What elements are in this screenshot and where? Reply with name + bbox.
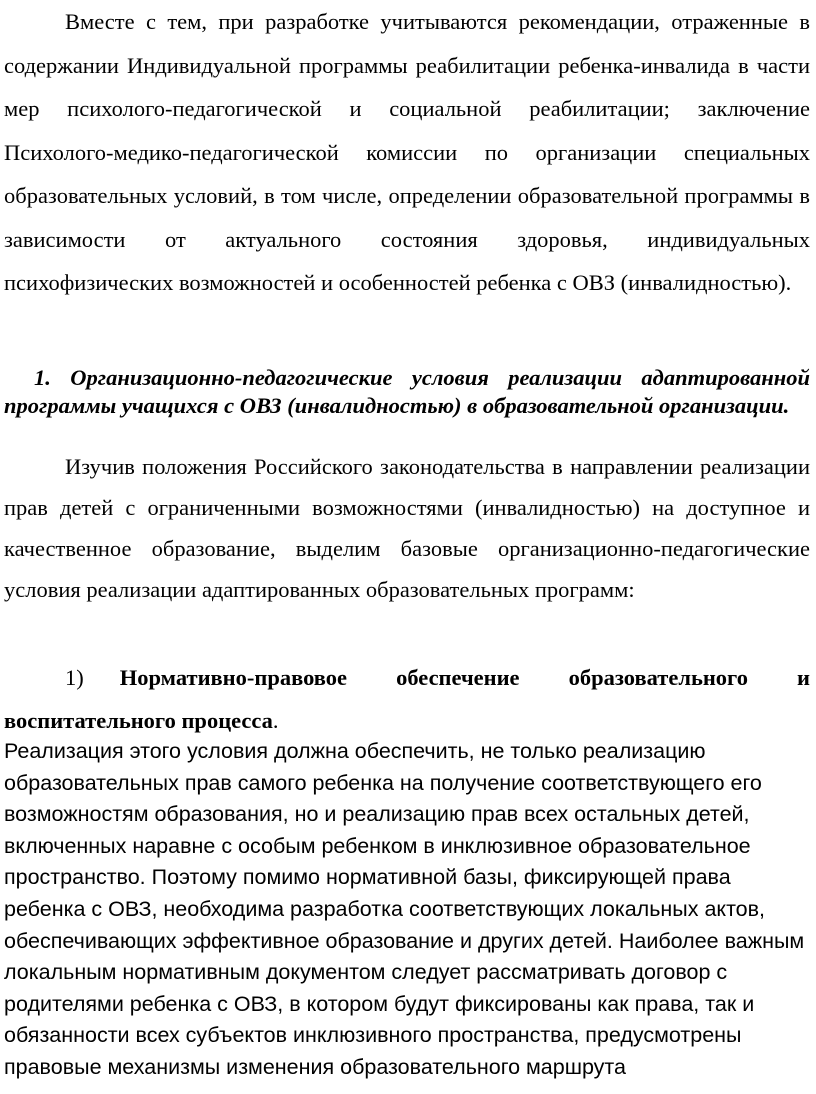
list-item-normative [4,656,810,742]
body-paragraph: Реализация этого условия должна обеспечить, не только реализацию образовательных прав самого ребенка на получение соответствующего его возможностям образования, но и реализацию прав всех остальных детей, включенных наравне с особым ребенком в инклюзивное образовательное пространство. Поэтому помимо нормативной базы, фиксирующей права ребенка с ОВЗ, необходима разработка соответствующих локальных актов, обеспечивающих эффективное образование и других детей. Наиболее важным локальным нормативным документом следует рассматривать договор с родителями ребенка с ОВЗ, в котором будут фиксированы как права, так и обязанности всех субъектов инклюзивного пространства, предусмотрены правовые механизмы изменения образовательного маршрута [4,739,805,1079]
study-paragraph: Изучив положения Российского законодательства в направлении реализации прав детей с ограниченными возможностями (инвалидностью) на доступное и качественное образование, выделим базовые организационно-педагогические условия реализации адаптированных образовательных программ: [4,454,810,602]
section-heading: 1. Организационно-педагогические условия реализации адаптированной программы учащихся с ОВЗ (инвалидностью) в образовательной организации. [4,365,810,418]
list-item-number: 1) [65,665,84,690]
list-item-title: Нормативно-правовое обеспечение образовательного и воспитательного процесса [4,665,810,733]
intro-paragraph: Вместе с тем, при разработке учитываются рекомендации, отраженные в содержании Индивидуальной программы реабилитации ребенка-инвалида в части мер психолого-педагогической и социальной реабилитации; заключение Психолого-медико-педагогической комиссии по организации специальных образовательных условий, в том числе, определении образовательной программы в зависимости от актуального состояния здоровья, индивидуальных психофизических возможностей и особенностей ребенка с ОВЗ (инвалидностью). [4,9,810,295]
list-item-trailing: . [272,708,279,733]
